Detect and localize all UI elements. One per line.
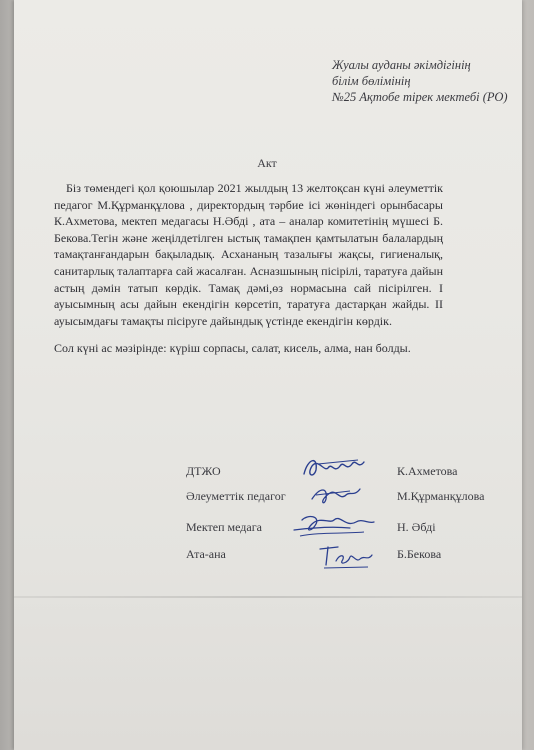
signature-row-social-pedagogue — [0, 489, 534, 509]
signature-name: Б.Бекова — [397, 547, 442, 561]
signature-name: М.Құрманқұлова — [397, 489, 485, 503]
signature-role: Әлеуметтік педагог — [186, 489, 286, 503]
signature-row-dtzho — [0, 464, 534, 484]
signature-name: Н. Әбді — [397, 520, 436, 534]
handwritten-signature-icon — [316, 541, 396, 571]
header-line-department: білім бөлімінің — [332, 74, 411, 88]
signature-name: К.Ахметова — [397, 464, 458, 478]
document-title: Акт — [257, 156, 277, 170]
paper-sheet — [14, 0, 522, 750]
menu-paragraph: Сол күні ас мәзірінде: күріш сорпасы, салат, кисель, алма, нан болды. — [54, 341, 411, 355]
document-header — [332, 57, 508, 105]
handwritten-signature-icon — [306, 479, 386, 509]
signature-role: Ата-ана — [186, 547, 226, 561]
signature-row-parent — [0, 547, 534, 567]
act-body-paragraph: Біз төмендегі қол қоюшылар 2021 жылдың 13 желтоқсан күні әлеуметтік педагог М.Құрманқұлова , директордың тәрбие ісі жөніндегі орынбасары К.Ахметова, мектеп медагасы Н.Әбді , ата – аналар комитетінің мүшесі Б. Бекова.Тегін және жеңілдетілген ыстық тамақпен қамтылатын балалардың тамақтанғандарын бақыладық. Асхананың тазалығы жақсы, гигиеналық, санитарлық талаптарға сай жасалған. Асназшының пісірілі, таратуға дайын астың дәмін татып көрдік. Тамақ дәмі,өз нормасына сай пісірілген. І ауысымның асы дайын екендігін көрсетіп, таратуға дастарқан жайды. ІІ ауысымдағы тамақты пісіруге дайындық үстінде екендігін көрдік. — [54, 181, 443, 328]
signature-row-school-nurse — [0, 520, 534, 540]
header-line-district: Жуалы ауданы әкімдігінің — [332, 58, 471, 72]
handwritten-signature-icon — [298, 452, 378, 482]
signature-role: ДТЖО — [186, 464, 221, 478]
signature-role: Мектеп медага — [186, 520, 262, 534]
paper-fold — [14, 596, 522, 598]
header-line-school: №25 Ақтобе тірек мектебі (РО) — [332, 90, 508, 104]
handwritten-signature-icon — [290, 510, 380, 540]
